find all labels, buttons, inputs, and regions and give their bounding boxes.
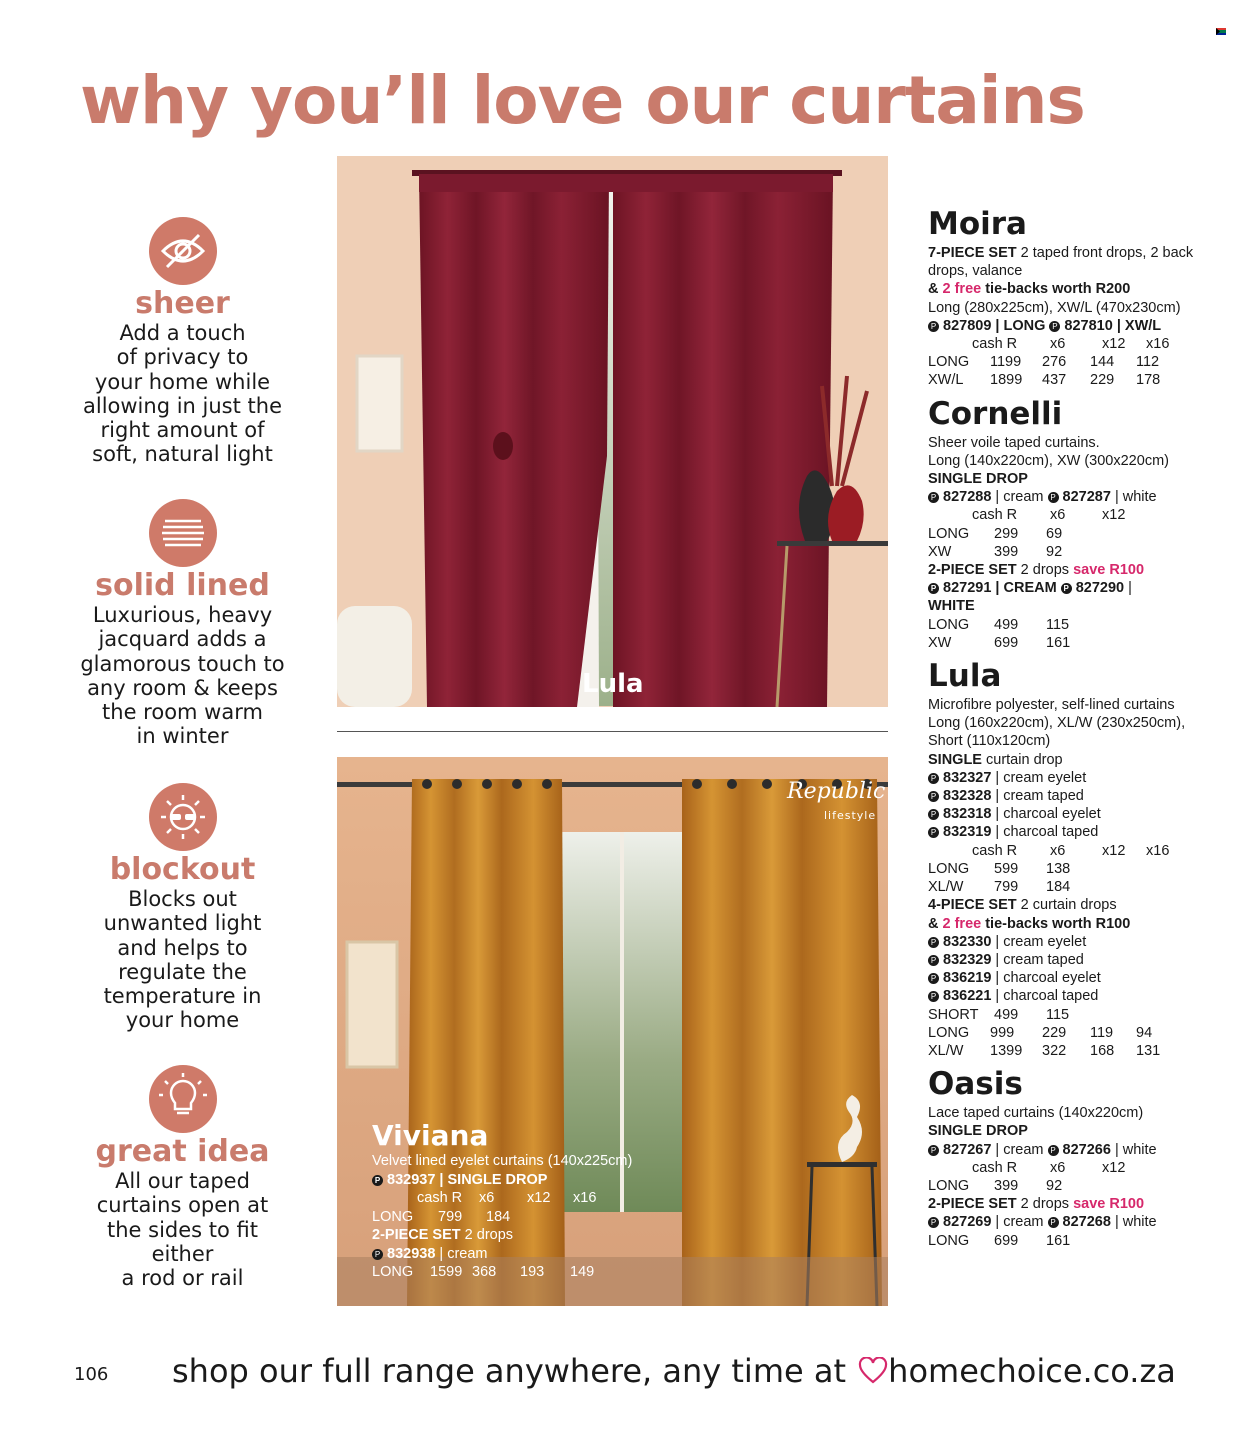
feature-solid-lined: [70, 499, 295, 749]
feature-name: sheer: [135, 286, 230, 321]
product-code-row: P 832318 | charcoal eyelet: [928, 805, 1228, 823]
code-icon: P: [928, 809, 939, 820]
code-icon: P: [1048, 492, 1059, 503]
colour-label: WHITE: [928, 598, 975, 615]
code-icon: P: [928, 955, 939, 966]
brand-logo-sub: lifestyle: [824, 809, 877, 822]
sun-sunglasses-icon: [149, 783, 217, 851]
product-code-row: P 827267 | cream P 827266 | white: [928, 1141, 1228, 1159]
set-row: 7-PIECE SET 2 taped front drops, 2 back: [928, 245, 1194, 261]
feature-name: solid lined: [95, 568, 270, 603]
price-row: LONG 999 229 119 94: [928, 1024, 1153, 1041]
footer-tagline: [172, 1352, 1176, 1390]
product-name: Moira: [928, 206, 1027, 242]
product-sizes: Long (280x225cm), XW/L (470x230cm): [928, 299, 1181, 316]
product-cornelli: [928, 396, 1228, 652]
price-header: cash R x6 x12 x16: [972, 842, 1170, 859]
viviana-product: [372, 1120, 672, 1282]
price-row: XW/L 1899 437 229 178: [928, 372, 1161, 389]
code-icon: P: [928, 773, 939, 784]
price-row: LONG 799 184: [372, 1208, 511, 1225]
price-row: LONG 1599 368 193 149: [372, 1264, 595, 1280]
set-row: 4-PIECE SET 2 curtain drops: [928, 897, 1117, 914]
product-name: Viviana: [372, 1119, 489, 1152]
product-code-row: P 836221 | charcoal taped: [928, 987, 1228, 1005]
code-icon: P: [928, 791, 939, 802]
price-header: cash R x6 x12 x16: [972, 336, 1170, 353]
promo-row: & 2 free tie-backs worth R200: [928, 281, 1131, 298]
price-row: XL/W 799 184: [928, 879, 1071, 896]
price-row: LONG 299 69: [928, 525, 1063, 542]
product-code-row: P 832327 | cream eyelet: [928, 769, 1228, 787]
section-divider: [337, 731, 888, 732]
product-name: Oasis: [928, 1066, 1023, 1103]
product-name: Cornelli: [928, 395, 1063, 432]
code-icon: P: [928, 321, 939, 332]
code-icon: P: [928, 991, 939, 1002]
feature-description: Luxurious, heavy jacquard adds a glamorous touch to any room & keeps the room warm in winter: [80, 603, 285, 749]
footer-text: shop our full range anywhere, any time at: [172, 1352, 846, 1390]
product-code-row: P 832937 | SINGLE DROP: [372, 1171, 672, 1190]
price-row: LONG 699 161: [928, 1232, 1071, 1249]
lula-curtains-illustration: [337, 156, 888, 707]
feature-description: All our taped curtains open at the sides to fit either a rod or rail: [96, 1169, 269, 1291]
set-row: 2-PIECE SET 2 drops save R100: [928, 562, 1145, 579]
price-row: LONG 499 115: [928, 616, 1070, 633]
product-description: Velvet lined eyelet curtains (140x225cm): [372, 1153, 633, 1169]
price-row: LONG 599 138: [928, 860, 1071, 877]
brand-logo-script: Republic: [787, 779, 886, 804]
code-icon: P: [372, 1175, 383, 1186]
code-icon: P: [928, 1217, 939, 1228]
code-icon: P: [928, 492, 939, 503]
product-sizes: Long (160x220cm), XL/W (230x250cm),: [928, 715, 1186, 732]
feature-sheer: [70, 217, 295, 467]
product-code-row: P 832328 | cream taped: [928, 787, 1228, 805]
code-icon: P: [928, 937, 939, 948]
product-name: Lula: [928, 658, 1002, 695]
product-code-row: P 827269 | cream P 827268 | white: [928, 1213, 1228, 1231]
product-code-row: P 832329 | cream taped: [928, 951, 1228, 969]
set-description: drops, valance: [928, 263, 1023, 280]
price-header: cash R x6 x12: [972, 507, 1126, 524]
product-lula: [928, 658, 1228, 1060]
code-icon: P: [1048, 1217, 1059, 1228]
set-row: 2-PIECE SET 2 drops save R100: [928, 1196, 1145, 1213]
feature-blockout: [70, 783, 295, 1033]
lines-icon: [149, 499, 217, 567]
feature-name: blockout: [109, 852, 256, 887]
page-number: 106: [74, 1364, 109, 1385]
product-code-row: P 827288 | cream P 827287 | white: [928, 488, 1228, 506]
lula-curtains-photo: [337, 156, 888, 707]
code-icon: P: [1049, 321, 1060, 332]
feature-great-idea: [70, 1065, 295, 1290]
code-icon: P: [928, 1145, 939, 1156]
product-code-row: P 827291 | CREAM P 827290 |: [928, 579, 1228, 597]
single-drop-label: SINGLE DROP: [928, 1123, 1028, 1140]
footer-site-link[interactable]: homechoice.co.za: [888, 1352, 1176, 1390]
price-header: cash R x6 x12: [972, 1159, 1126, 1176]
code-icon: P: [1048, 1145, 1059, 1156]
eye-slash-icon: [149, 217, 217, 285]
product-sizes: Long (140x220cm), XW (300x220cm): [928, 452, 1169, 469]
code-icon: P: [372, 1249, 383, 1260]
product-code-row: P 832330 | cream eyelet: [928, 933, 1228, 951]
product-oasis: [928, 1066, 1228, 1250]
single-drop-label: SINGLE DROP: [928, 471, 1028, 488]
page-title: why you’ll love our curtains: [80, 62, 1085, 139]
product-code-row: P 836219 | charcoal eyelet: [928, 969, 1228, 987]
product-moira: [928, 206, 1228, 390]
price-row: XW 399 92: [928, 543, 1063, 560]
code-icon: P: [928, 973, 939, 984]
product-code-row: P 832938 | cream: [372, 1245, 672, 1264]
lightbulb-icon: [149, 1065, 217, 1133]
code-icon: P: [928, 827, 939, 838]
flag-icon: [1216, 28, 1226, 35]
price-row: LONG 1199 276 144 112: [928, 354, 1160, 371]
product-list: [928, 200, 1228, 1250]
feature-description: Blocks out unwanted light and helps to regulate the temperature in your home: [103, 887, 262, 1033]
product-code-row: P 827809 | LONG P 827810 | XW/L: [928, 317, 1228, 335]
feature-name: great idea: [95, 1134, 270, 1169]
heart-icon: [858, 1357, 888, 1385]
product-description: Microfibre polyester, self-lined curtains: [928, 697, 1175, 714]
code-icon: P: [1061, 583, 1072, 594]
single-drop-label: SINGLE curtain drop: [928, 751, 1063, 768]
price-row: XW 699 161: [928, 634, 1071, 651]
product-description: Lace taped curtains (140x220cm): [928, 1105, 1144, 1122]
price-header: cash R x6 x12 x16: [417, 1190, 597, 1206]
product-code-row: P 832319 | charcoal taped: [928, 823, 1228, 841]
set-row: 2-PIECE SET 2 drops: [372, 1227, 514, 1243]
price-row: SHORT 499 115: [928, 1006, 1070, 1023]
price-row: XL/W 1399 322 168 131: [928, 1042, 1161, 1059]
promo-row: & 2 free tie-backs worth R100: [928, 915, 1131, 932]
product-description: Sheer voile taped curtains.: [928, 434, 1100, 451]
product-sizes: Short (110x120cm): [928, 733, 1051, 750]
feature-description: Add a touch of privacy to your home while allowing in just the right amount of soft, natural light: [83, 321, 282, 467]
photo-label: Lula: [582, 669, 644, 699]
code-icon: P: [928, 583, 939, 594]
price-row: LONG 399 92: [928, 1177, 1063, 1194]
